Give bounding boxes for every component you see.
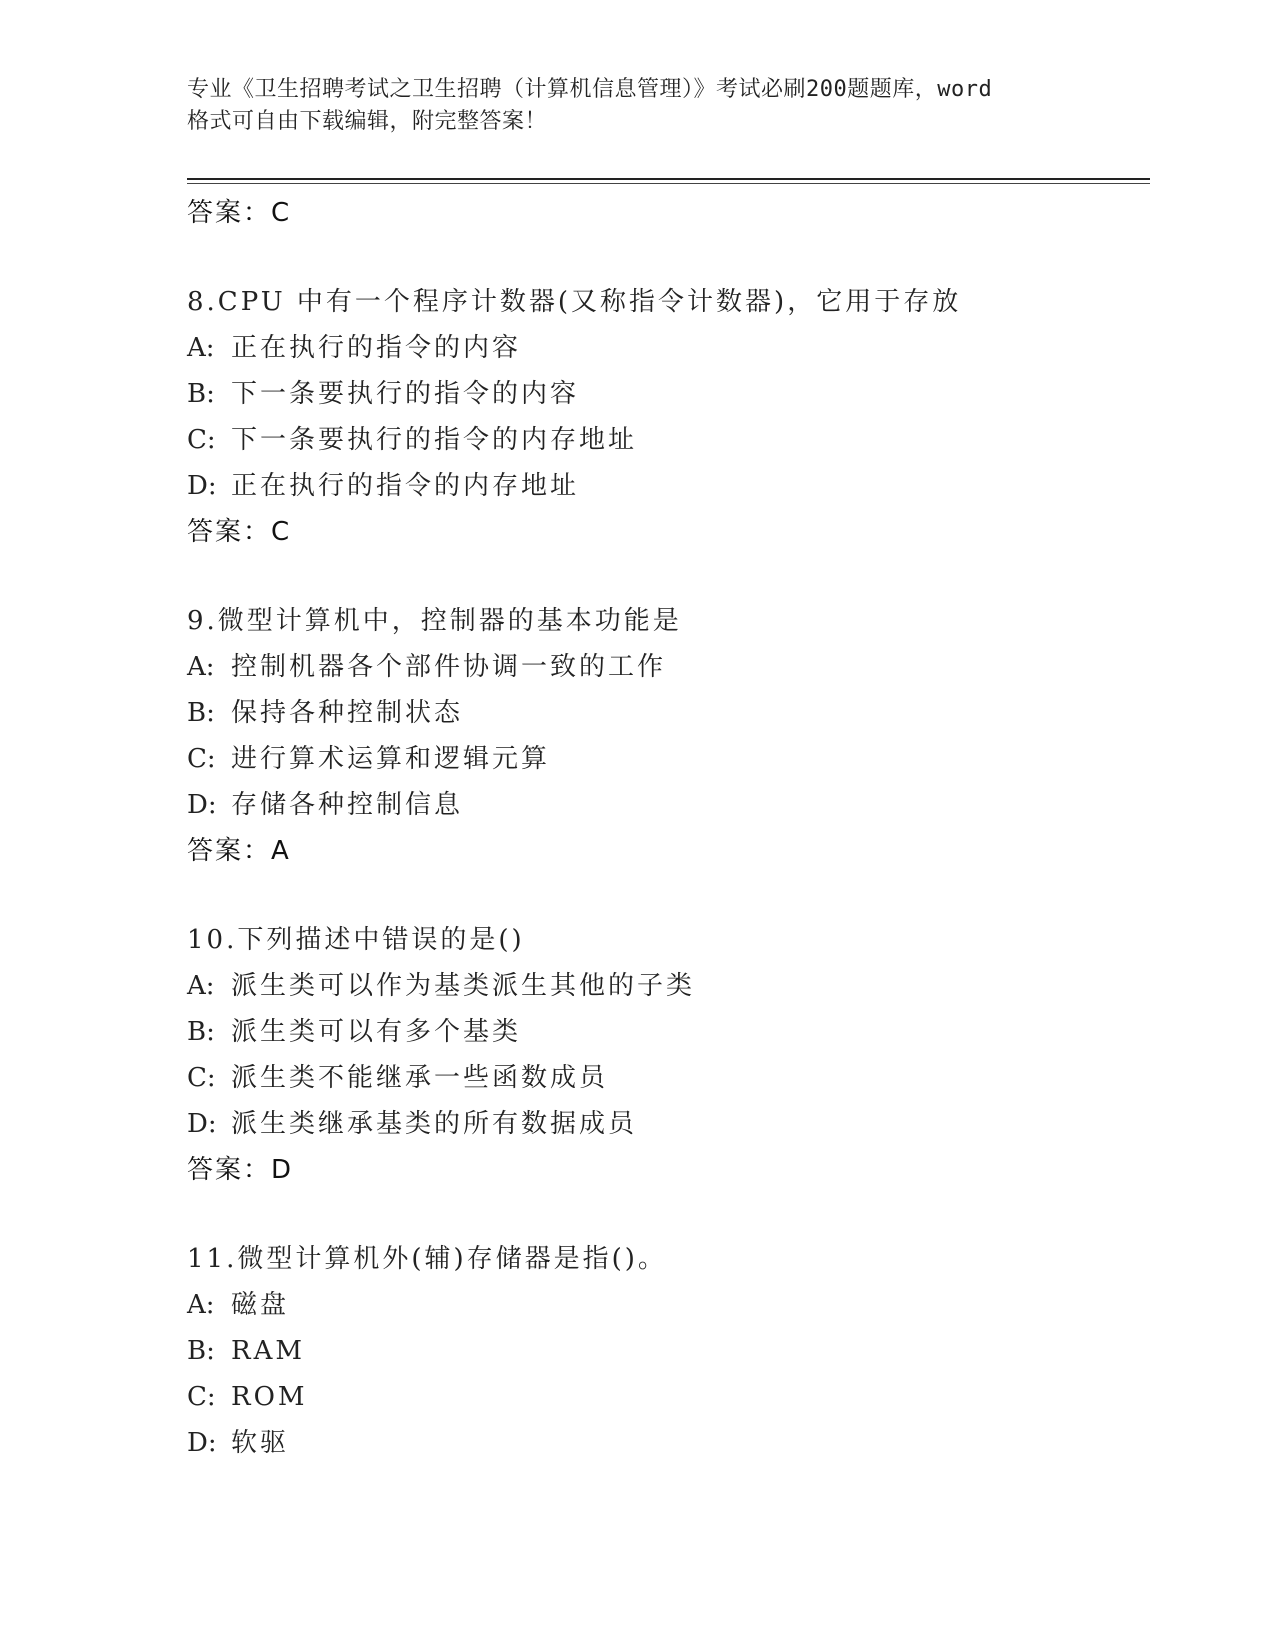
option-key: C:: [187, 1063, 216, 1093]
question-stem: 9.微型计算机中，控制器的基本功能是: [187, 606, 682, 636]
option-d: [187, 782, 1150, 828]
option-key: C:: [187, 425, 216, 455]
option-key: B:: [187, 379, 215, 409]
header-divider: [187, 178, 1150, 180]
option-c: [187, 1055, 1150, 1101]
option-a: [187, 325, 1150, 371]
option-key: A:: [187, 333, 215, 363]
option-a: [187, 963, 1150, 1009]
question-block: [187, 917, 1150, 1193]
option-text: 派生类可以作为基类派生其他的子类: [231, 971, 696, 1001]
option-text: 派生类可以有多个基类: [231, 1017, 522, 1047]
question-stem: 11.微型计算机外(辅)存储器是指()。: [187, 1244, 667, 1274]
option-text: 下一条要执行的指令的内存地址: [231, 425, 638, 455]
option-b: [187, 690, 1150, 736]
option-text: 存储各种控制信息: [231, 790, 464, 820]
question-block: [187, 598, 1150, 874]
option-text: 正在执行的指令的内容: [231, 333, 522, 363]
option-c: [187, 736, 1150, 782]
option-text: RAM: [231, 1336, 305, 1366]
answer-line: 答案：C: [187, 198, 292, 228]
option-key: A:: [187, 971, 215, 1001]
question-stem: 8.CPU 中有一个程序计数器(又称指令计数器)，它用于存放: [187, 287, 962, 317]
option-a: [187, 644, 1150, 690]
document-header: [187, 74, 1087, 138]
option-key: B:: [187, 1336, 215, 1366]
answer-line: 答案：D: [187, 1155, 294, 1185]
option-key: A:: [187, 1290, 215, 1320]
question-block: [187, 1236, 1150, 1466]
header-line-1: 专业《卫生招聘考试之卫生招聘（计算机信息管理）》考试必刷200题题库，word: [187, 77, 993, 102]
option-text: 派生类继承基类的所有数据成员: [231, 1109, 638, 1139]
header-divider-thin: [187, 183, 1150, 184]
option-key: A:: [187, 652, 215, 682]
option-d: [187, 463, 1150, 509]
option-c: [187, 1374, 1150, 1420]
option-a: [187, 1282, 1150, 1328]
option-text: 保持各种控制状态: [231, 698, 464, 728]
option-b: [187, 1009, 1150, 1055]
option-text: 派生类不能继承一些函数成员: [231, 1063, 609, 1093]
option-d: [187, 1101, 1150, 1147]
option-key: C:: [187, 744, 216, 774]
option-d: [187, 1420, 1150, 1466]
option-key: B:: [187, 698, 215, 728]
option-text: 正在执行的指令的内存地址: [231, 471, 580, 501]
question-list: [187, 190, 1150, 1466]
option-text: ROM: [231, 1382, 308, 1412]
option-key: B:: [187, 1017, 215, 1047]
option-key: D:: [187, 471, 217, 501]
answer-line: 答案：C: [187, 517, 292, 547]
option-b: [187, 371, 1150, 417]
question-block: [187, 279, 1150, 555]
option-key: D:: [187, 790, 217, 820]
option-text: 进行算术运算和逻辑元算: [231, 744, 551, 774]
answer-line: 答案：A: [187, 836, 291, 866]
option-text: 控制机器各个部件协调一致的工作: [231, 652, 667, 682]
option-text: 下一条要执行的指令的内容: [231, 379, 580, 409]
option-text: 磁盘: [231, 1290, 290, 1320]
option-key: D:: [187, 1109, 217, 1139]
option-b: [187, 1328, 1150, 1374]
option-key: C:: [187, 1382, 216, 1412]
option-key: D:: [187, 1428, 217, 1458]
option-c: [187, 417, 1150, 463]
header-line-2: 格式可自由下载编辑，附完整答案！: [187, 109, 548, 134]
option-text: 软驱: [231, 1428, 290, 1458]
question-stem: 10.下列描述中错误的是(): [187, 925, 525, 955]
